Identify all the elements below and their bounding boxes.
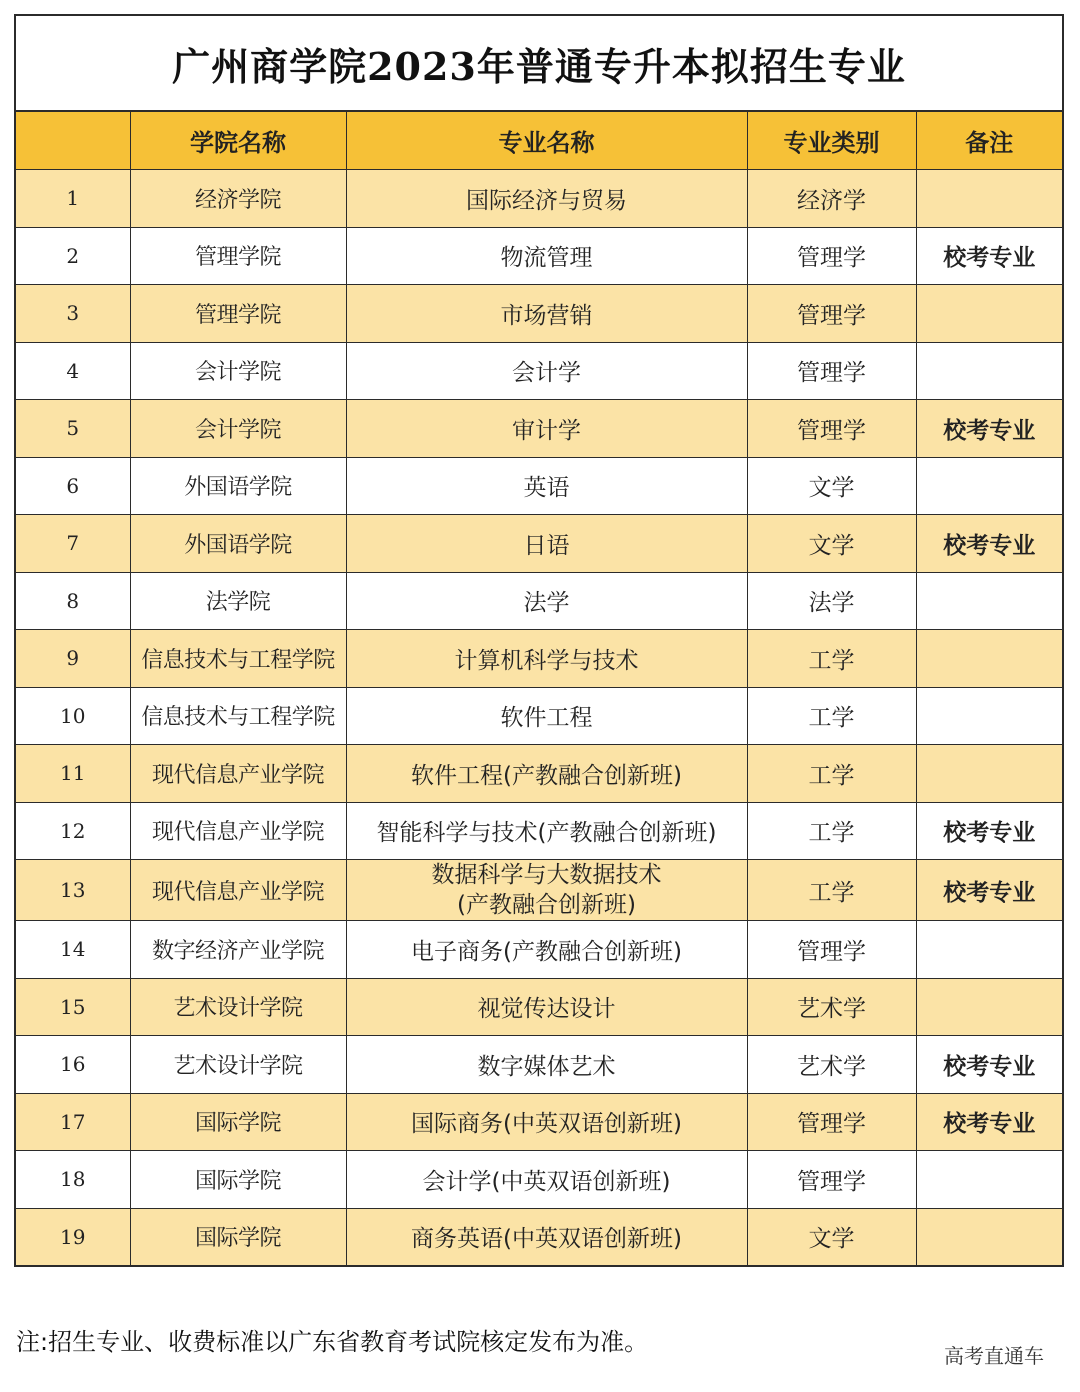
remark — [916, 285, 1062, 343]
major-name: 数字媒体艺术 — [346, 1036, 747, 1094]
footnote: 注:招生专业、收费标准以广东省教育考试院核定发布为准。 — [16, 1328, 649, 1356]
major-name-line1: 数据科学与大数据技术 — [431, 862, 662, 888]
major-category: 管理学 — [747, 285, 916, 343]
major-name: 市场营销 — [346, 285, 747, 343]
remark: 校考专业 — [916, 227, 1062, 285]
college-name: 会计学院 — [130, 400, 346, 458]
college-name: 国际学院 — [130, 1093, 346, 1151]
college-name: 国际学院 — [130, 1151, 346, 1209]
row-number: 9 — [16, 630, 130, 688]
table-row — [16, 400, 1062, 458]
table-row — [16, 978, 1062, 1036]
header-category: 专业类别 — [747, 112, 916, 170]
remark — [916, 572, 1062, 630]
college-name: 管理学院 — [130, 227, 346, 285]
college-name: 数字经济产业学院 — [130, 921, 346, 979]
major-category: 经济学 — [747, 170, 916, 228]
college-name: 法学院 — [130, 572, 346, 630]
table-row — [16, 1208, 1062, 1265]
row-number: 18 — [16, 1151, 130, 1209]
row-number: 1 — [16, 170, 130, 228]
major-category: 工学 — [747, 687, 916, 745]
remark — [916, 687, 1062, 745]
remark — [916, 342, 1062, 400]
major-name: 会计学(中英双语创新班) — [346, 1151, 747, 1209]
row-number: 6 — [16, 457, 130, 515]
college-name: 国际学院 — [130, 1208, 346, 1265]
major-name: 物流管理 — [346, 227, 747, 285]
row-number: 19 — [16, 1208, 130, 1265]
remark — [916, 630, 1062, 688]
major-name: 会计学 — [346, 342, 747, 400]
major-category: 管理学 — [747, 921, 916, 979]
remark — [916, 978, 1062, 1036]
majors-table — [16, 112, 1062, 1265]
remark — [916, 921, 1062, 979]
major-name: 法学 — [346, 572, 747, 630]
row-number: 2 — [16, 227, 130, 285]
header-remark: 备注 — [916, 112, 1062, 170]
table-row — [16, 860, 1062, 921]
major-name: 软件工程(产教融合创新班) — [346, 745, 747, 803]
row-number: 10 — [16, 687, 130, 745]
major-category: 文学 — [747, 515, 916, 573]
major-category: 管理学 — [747, 227, 916, 285]
remark: 校考专业 — [916, 515, 1062, 573]
major-category: 文学 — [747, 1208, 916, 1265]
college-name: 艺术设计学院 — [130, 978, 346, 1036]
row-number: 11 — [16, 745, 130, 803]
remark: 校考专业 — [916, 802, 1062, 860]
table-row — [16, 921, 1062, 979]
college-name: 外国语学院 — [130, 457, 346, 515]
page-title: 广州商学院2023年普通专升本拟招生专业 — [16, 16, 1062, 112]
college-name: 管理学院 — [130, 285, 346, 343]
row-number: 8 — [16, 572, 130, 630]
major-name: 英语 — [346, 457, 747, 515]
major-name: 国际商务(中英双语创新班) — [346, 1093, 747, 1151]
college-name: 外国语学院 — [130, 515, 346, 573]
remark — [916, 1208, 1062, 1265]
major-name: 软件工程 — [346, 687, 747, 745]
major-name: 视觉传达设计 — [346, 978, 747, 1036]
table-row — [16, 342, 1062, 400]
remark — [916, 1151, 1062, 1209]
table-body — [16, 170, 1062, 1266]
major-category: 工学 — [747, 745, 916, 803]
header-index — [16, 112, 130, 170]
row-number: 14 — [16, 921, 130, 979]
college-name: 现代信息产业学院 — [130, 745, 346, 803]
watermark: 高考直通车 — [944, 1344, 1044, 1368]
major-name: 日语 — [346, 515, 747, 573]
enrollment-table-sheet — [14, 14, 1064, 1267]
header-college: 学院名称 — [130, 112, 346, 170]
table-row — [16, 170, 1062, 228]
table-row — [16, 515, 1062, 573]
table-row — [16, 687, 1062, 745]
major-name — [346, 860, 747, 921]
remark — [916, 745, 1062, 803]
header-major: 专业名称 — [346, 112, 747, 170]
remark — [916, 170, 1062, 228]
major-name: 智能科学与技术(产教融合创新班) — [346, 802, 747, 860]
table-row — [16, 1093, 1062, 1151]
major-name: 国际经济与贸易 — [346, 170, 747, 228]
table-row — [16, 802, 1062, 860]
major-name: 计算机科学与技术 — [346, 630, 747, 688]
major-name: 商务英语(中英双语创新班) — [346, 1208, 747, 1265]
college-name: 现代信息产业学院 — [130, 860, 346, 921]
college-name: 艺术设计学院 — [130, 1036, 346, 1094]
major-category: 管理学 — [747, 1151, 916, 1209]
row-number: 3 — [16, 285, 130, 343]
table-row — [16, 1036, 1062, 1094]
table-row — [16, 227, 1062, 285]
major-category: 管理学 — [747, 1093, 916, 1151]
remark: 校考专业 — [916, 400, 1062, 458]
college-name: 会计学院 — [130, 342, 346, 400]
remark — [916, 457, 1062, 515]
table-row — [16, 630, 1062, 688]
row-number: 7 — [16, 515, 130, 573]
college-name: 经济学院 — [130, 170, 346, 228]
table-row — [16, 457, 1062, 515]
college-name: 现代信息产业学院 — [130, 802, 346, 860]
major-name-line2: (产教融合创新班) — [457, 892, 636, 918]
table-header-row — [16, 112, 1062, 170]
major-category: 艺术学 — [747, 1036, 916, 1094]
major-category: 艺术学 — [747, 978, 916, 1036]
major-name: 电子商务(产教融合创新班) — [346, 921, 747, 979]
row-number: 16 — [16, 1036, 130, 1094]
major-category: 工学 — [747, 802, 916, 860]
major-category: 文学 — [747, 457, 916, 515]
college-name: 信息技术与工程学院 — [130, 687, 346, 745]
row-number: 17 — [16, 1093, 130, 1151]
row-number: 12 — [16, 802, 130, 860]
remark: 校考专业 — [916, 1093, 1062, 1151]
remark: 校考专业 — [916, 1036, 1062, 1094]
major-name: 审计学 — [346, 400, 747, 458]
row-number: 13 — [16, 860, 130, 921]
major-category: 管理学 — [747, 400, 916, 458]
college-name: 信息技术与工程学院 — [130, 630, 346, 688]
major-category: 工学 — [747, 860, 916, 921]
major-category: 管理学 — [747, 342, 916, 400]
row-number: 4 — [16, 342, 130, 400]
table-row — [16, 572, 1062, 630]
remark: 校考专业 — [916, 860, 1062, 921]
table-row — [16, 1151, 1062, 1209]
major-category: 工学 — [747, 630, 916, 688]
row-number: 5 — [16, 400, 130, 458]
row-number: 15 — [16, 978, 130, 1036]
major-category: 法学 — [747, 572, 916, 630]
table-row — [16, 745, 1062, 803]
table-row — [16, 285, 1062, 343]
